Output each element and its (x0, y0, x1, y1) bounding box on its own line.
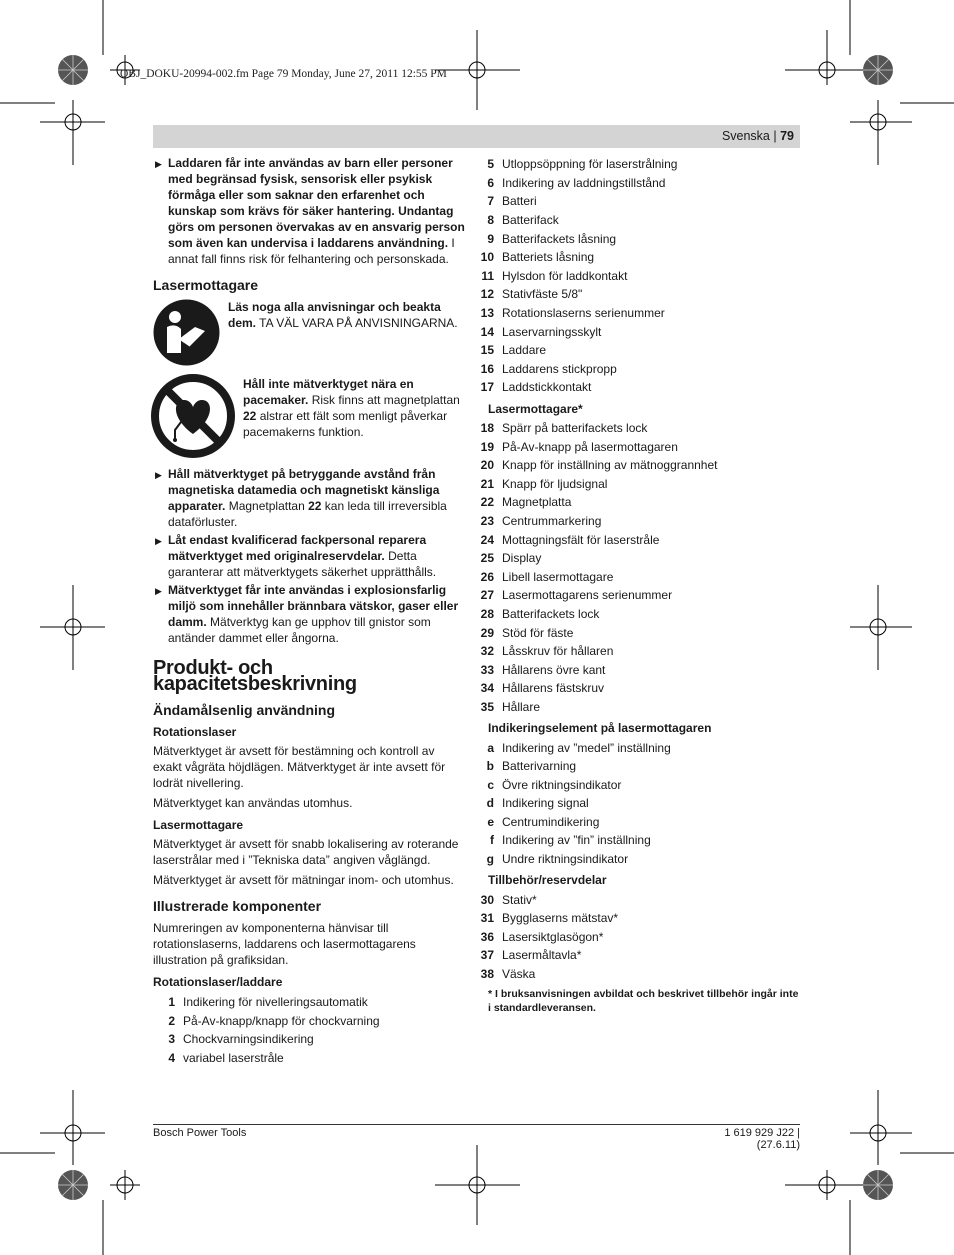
list-item (472, 946, 800, 965)
bullet-text: Detta garanterar att mätverktygets säkerhet upprätthålls. (168, 549, 437, 579)
item-number: 9 (487, 231, 494, 246)
list-item (472, 813, 800, 832)
section-heading: Lasermottagare (153, 277, 259, 293)
bullet-text: Mätverktyg kan ge upphov till gnistor som antänder dammet eller ångorna. (168, 615, 431, 645)
item-number: 14 (480, 324, 494, 339)
list-item (472, 155, 800, 174)
item-label: Batterifack (502, 213, 559, 228)
list-item (472, 360, 800, 379)
item-label: Batterifackets låsning (502, 231, 617, 246)
item-number: 15 (480, 343, 494, 358)
item-number: 10 (480, 250, 494, 265)
item-number: 12 (480, 287, 494, 302)
item-number: 6 (487, 175, 494, 190)
item-number: e (487, 814, 494, 829)
list-item (472, 586, 800, 605)
item-label: Stöd för fäste (502, 625, 574, 640)
list-item (472, 623, 800, 642)
item-label: Indikering för nivelleringsautomatik (183, 995, 368, 1010)
bullet-text: kan leda till irreversibla dataförluster. (168, 499, 447, 529)
paragraph: Mätverktyget är avsett för bestämning och kontroll av exakt vågräta höjdlägen. Mätverktyget är inte avsett för lodrät nivellering. (153, 744, 446, 790)
item-number: a (487, 740, 494, 755)
item-label: Hållarens fästskruv (502, 681, 605, 696)
item-label: Stativ* (502, 892, 537, 907)
bullet-text: Magnetplattan (225, 499, 309, 513)
list-item (472, 174, 800, 193)
item-label: Bygglaserns mätstav* (502, 911, 619, 926)
item-label: Övre riktningsindikator (502, 777, 622, 792)
item-label: Laddarens stickpropp (502, 361, 617, 376)
list-item (472, 493, 800, 512)
list-item (472, 549, 800, 568)
main-heading: Produkt- och kapacitetsbeskrivning (153, 657, 357, 695)
list-item (472, 775, 800, 794)
bullet-bold-text: Håll mätverktyget på betryggande avstånd från magnetiska datamedia och magnetiskt känsliga apparater. (168, 467, 440, 513)
list-item (472, 304, 800, 323)
section-heading: Illustrerade komponenter (153, 898, 322, 914)
item-label: Batteri (502, 194, 537, 209)
list-item (472, 679, 800, 698)
list-item (472, 229, 800, 248)
item-number: 19 (480, 439, 494, 454)
item-number: 17 (480, 380, 494, 395)
paragraph: Numreringen av komponenterna hänvisar till rotationslaserns, laddarens och lasermottagarens illustration på grafiksidan. (153, 921, 416, 967)
page-number: 79 (780, 129, 794, 143)
subsection-heading: Rotationslaser/laddare (153, 975, 283, 989)
list-item (472, 192, 800, 211)
item-number: 21 (480, 476, 494, 491)
list-item (472, 794, 800, 813)
item-number: 2 (168, 1013, 175, 1028)
right-column (480, 155, 800, 1015)
list-item (472, 738, 800, 757)
list-item (153, 993, 465, 1012)
item-label: Magnetplatta (502, 495, 572, 510)
item-label: Indikering av ”medel” inställning (502, 740, 671, 755)
list-item (472, 642, 800, 661)
item-number: 7 (487, 194, 494, 209)
header-separator: | (769, 129, 781, 143)
item-number: 27 (480, 588, 494, 603)
list-item (472, 341, 800, 360)
paragraph: Mätverktyget är avsett för snabb lokalisering av roterande laserstrålar med i ”Tekniska data” angiven våglängd. (153, 837, 459, 867)
read-manual-icon (153, 299, 220, 366)
subsection-heading: Tillbehör/reservdelar (488, 873, 607, 888)
list-item (472, 605, 800, 624)
list-item (472, 285, 800, 304)
list-item (472, 456, 800, 475)
bullet-bold-text: Mätverktyget får inte användas i explosionsfarlig miljö som innehåller brännbara vätskor, gaser eller damm. (168, 583, 459, 629)
item-number: d (486, 796, 494, 811)
item-number: 1 (168, 995, 175, 1010)
item-number: g (486, 852, 494, 867)
list-item (472, 512, 800, 531)
item-label: Stativfäste 5/8" (502, 287, 583, 302)
item-number: 37 (480, 948, 494, 963)
item-label: Laservarningsskylt (502, 324, 602, 339)
item-label: Rotationslaserns serienummer (502, 306, 665, 321)
item-number: 30 (480, 892, 494, 907)
item-number: 18 (480, 421, 494, 436)
page-header (153, 125, 800, 148)
subsection-heading: Lasermottagare (153, 818, 244, 832)
warning-bold: Läs noga alla anvisningar och beakta dem. (228, 300, 441, 330)
warning-normal: alstrar ett fält som menligt påverkar pacemakerns funktion. (243, 409, 448, 439)
item-number: 16 (480, 361, 494, 376)
item-label: variabel laserstråle (183, 1051, 284, 1066)
item-label: Hållarens övre kant (502, 662, 606, 677)
warning-read-manual (153, 299, 465, 366)
list-item (472, 322, 800, 341)
item-number: 34 (480, 681, 494, 696)
item-label: Batterifackets lock (502, 606, 600, 621)
component-list (472, 155, 800, 397)
header-language: Svenska (721, 129, 770, 143)
item-label: Indikering signal (502, 796, 589, 811)
list-item (472, 248, 800, 267)
item-label: Utloppsöppning för laserstrålning (502, 157, 678, 172)
item-number: f (490, 833, 494, 848)
item-number: c (487, 777, 494, 792)
safety-bullet (153, 582, 465, 646)
item-number: 5 (487, 157, 494, 172)
footer-rule (153, 1124, 800, 1125)
triangle-bullet-icon: ▶ (155, 586, 162, 596)
item-label: Hylsdon för laddkontakt (502, 268, 628, 283)
item-label: Batterivarning (502, 759, 577, 774)
list-item (472, 211, 800, 230)
item-number: 32 (480, 644, 494, 659)
bullet-bold-text: Låt endast kvalificerad fackpersonal reparera mätverktyget med originalreservdelar. (168, 533, 427, 563)
list-item (472, 890, 800, 909)
item-number: 29 (480, 625, 494, 640)
item-label: Spärr på batterifackets lock (502, 421, 648, 436)
list-item (472, 378, 800, 397)
list-item (472, 530, 800, 549)
section-heading: Ändamålsenlig användning (153, 702, 336, 718)
item-label: Display (502, 551, 542, 566)
list-item (153, 1049, 465, 1068)
item-number: 31 (480, 911, 494, 926)
triangle-bullet-icon: ▶ (155, 470, 162, 480)
list-item (472, 660, 800, 679)
item-number: b (486, 759, 494, 774)
footer-docnumber: 1 619 929 J22 | (27.6.11) (724, 1127, 800, 1151)
item-number: 8 (487, 213, 494, 228)
item-label: Indikering av laddningstillstånd (502, 175, 666, 190)
item-label: Indikering av ”fin” inställning (502, 833, 651, 848)
item-label: Libell lasermottagare (502, 569, 614, 584)
item-label: Undre riktningsindikator (502, 852, 629, 867)
warning-text (228, 299, 465, 366)
list-item (472, 757, 800, 776)
item-number: 38 (480, 967, 494, 982)
item-number: 22 (480, 495, 494, 510)
warning-normal: TA VÄL VARA PÅ ANVISNINGARNA. (256, 316, 458, 330)
item-number: 24 (480, 532, 494, 547)
item-number: 25 (480, 551, 494, 566)
list-item (153, 1030, 465, 1049)
bullet-bold-text: Laddaren får inte användas av barn eller personer med begränsad fysisk, sensorisk eller psykisk förmåga eller som saknar den erfarenhet och kunskap som krävs för säker hantering. Undantag görs om personen övervakas av en ansvarig person som även kan undervisa i laddarens användning. (168, 156, 465, 250)
item-label: Hållare (502, 699, 541, 714)
warning-bold: Håll inte mätverktyget nära en pacemaker. (243, 377, 414, 407)
triangle-bullet-icon: ▶ (155, 159, 162, 169)
item-number: 20 (480, 458, 494, 473)
item-number: 26 (480, 569, 494, 584)
item-label: Knapp för inställning av mätnoggrannhet (502, 458, 718, 473)
item-label: Laddstickkontakt (502, 380, 592, 395)
list-item (472, 698, 800, 717)
left-column (153, 155, 465, 1069)
footer-brand: Bosch Power Tools (153, 1127, 247, 1139)
safety-bullet (153, 155, 465, 267)
item-label: Lasermåltavla* (502, 948, 582, 963)
list-item (472, 267, 800, 286)
item-label: Laddare (502, 343, 547, 358)
list-item (472, 419, 800, 438)
component-list (472, 419, 800, 717)
subsection-heading: Rotationslaser (153, 725, 237, 739)
item-label: På-Av-knapp/knapp för chockvarning (183, 1013, 380, 1028)
accessory-list (472, 890, 800, 983)
list-item (472, 567, 800, 586)
header-text (722, 129, 794, 143)
item-label: Mottagningsfält för laserstråle (502, 532, 660, 547)
item-number: 35 (480, 699, 494, 714)
item-label: Låsskruv för hållaren (502, 644, 614, 659)
subsection-heading: Lasermottagare* (488, 401, 583, 416)
item-label: Batteriets låsning (502, 250, 595, 265)
item-label: Knapp för ljudsignal (502, 476, 608, 491)
warning-text (243, 374, 465, 458)
list-item (472, 850, 800, 869)
list-item (472, 965, 800, 984)
triangle-bullet-icon: ▶ (155, 536, 162, 546)
item-label: På-Av-knapp på lasermottagaren (502, 439, 678, 454)
item-number: 11 (481, 268, 494, 283)
list-item (472, 831, 800, 850)
item-number: 4 (168, 1051, 175, 1066)
component-number: 22 (308, 499, 322, 513)
footnote: * I bruksanvisningen avbildat och beskrivet tillbehör ingår inte i standardleveransen. (488, 988, 799, 1015)
item-label: Lasermottagarens serienummer (502, 588, 673, 603)
safety-bullet (153, 466, 465, 530)
file-slug: OBJ_DOKU-20994-002.fm Page 79 Monday, June 27, 2011 12:55 PM (120, 68, 447, 80)
list-item (472, 909, 800, 928)
indicator-list (472, 738, 800, 868)
list-item (472, 437, 800, 456)
paragraph: Mätverktyget är avsett för mätningar inom- och utomhus. (153, 873, 454, 887)
warning-normal: Risk finns att magnetplattan (308, 393, 460, 407)
item-label: Lasersiktglasögon* (502, 929, 604, 944)
safety-bullet (153, 532, 465, 580)
item-number: 3 (168, 1032, 175, 1047)
warning-pacemaker (153, 374, 465, 458)
item-label: Centrummarkering (502, 513, 602, 528)
list-item (472, 475, 800, 494)
item-number: 23 (480, 513, 494, 528)
item-number: 33 (480, 662, 494, 677)
item-number: 28 (480, 606, 494, 621)
item-number: 13 (480, 306, 494, 321)
item-label: Chockvarningsindikering (183, 1032, 314, 1047)
component-number: 22 (243, 409, 257, 423)
item-label: Väska (502, 967, 536, 982)
list-item (472, 928, 800, 947)
item-label: Centrumindikering (502, 814, 600, 829)
component-list (153, 993, 465, 1067)
list-item (153, 1012, 465, 1031)
item-number: 36 (480, 929, 494, 944)
bullet-text: I annat fall finns risk för felhantering och personskada. (168, 236, 455, 266)
no-pacemaker-icon (151, 374, 235, 458)
subsection-heading: Indikeringselement på lasermottagaren (488, 721, 712, 736)
paragraph: Mätverktyget kan användas utomhus. (153, 796, 353, 810)
